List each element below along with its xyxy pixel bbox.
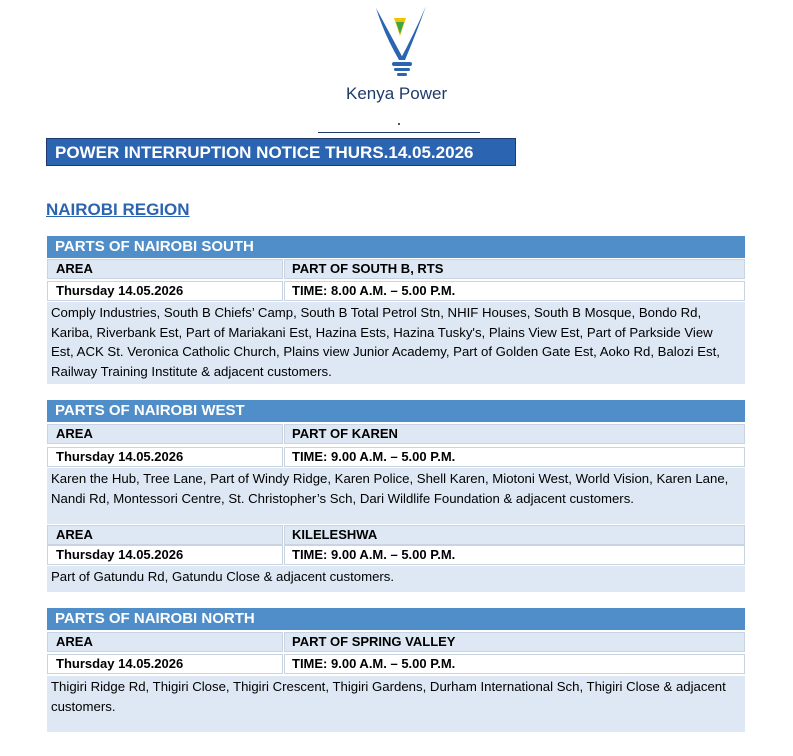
region-heading: NAIROBI REGION bbox=[46, 200, 190, 219]
area-label: AREA bbox=[47, 632, 283, 652]
section-header-nairobi-south: PARTS OF NAIROBI SOUTH bbox=[47, 236, 745, 258]
section-header-nairobi-north: PARTS OF NAIROBI NORTH bbox=[47, 608, 745, 630]
area-row bbox=[47, 259, 745, 279]
schedule-row bbox=[47, 447, 745, 467]
schedule-row bbox=[47, 654, 745, 674]
area-label: AREA bbox=[47, 424, 283, 444]
affected-areas-text: Karen the Hub, Tree Lane, Part of Windy Ridge, Karen Police, Shell Karen, Miotoni West, World Vision, Karen Lane, Nandi Rd, Montessori Centre, St. Christopher’s Sch, Dari Wildlife Foundation & adjacent customers. bbox=[47, 468, 745, 524]
schedule-row bbox=[47, 281, 745, 301]
area-name: KILELESHWA bbox=[284, 525, 745, 545]
affected-areas-text: Part of Gatundu Rd, Gatundu Close & adjacent customers. bbox=[47, 566, 745, 592]
time-cell: TIME: 9.00 A.M. – 5.00 P.M. bbox=[284, 545, 745, 565]
date-cell: Thursday 14.05.2026 bbox=[47, 654, 283, 674]
date-cell: Thursday 14.05.2026 bbox=[47, 281, 283, 301]
kenya-power-logo bbox=[340, 4, 465, 104]
date-cell: Thursday 14.05.2026 bbox=[47, 447, 283, 467]
affected-areas-text: Thigiri Ridge Rd, Thigiri Close, Thigiri Crescent, Thigiri Gardens, Durham International Sch, Thigiri Close & adjacent customers. bbox=[47, 676, 745, 732]
area-name: PART OF KAREN bbox=[284, 424, 745, 444]
area-name: PART OF SOUTH B, RTS bbox=[284, 259, 745, 279]
time-cell: TIME: 8.00 A.M. – 5.00 P.M. bbox=[284, 281, 745, 301]
section-header-nairobi-west: PARTS OF NAIROBI WEST bbox=[47, 400, 745, 422]
title-divider bbox=[318, 132, 480, 133]
schedule-row bbox=[47, 545, 745, 565]
area-label: AREA bbox=[47, 259, 283, 279]
area-row bbox=[47, 525, 745, 545]
notice-title: POWER INTERRUPTION NOTICE THURS.14.05.2026 bbox=[46, 138, 516, 166]
time-cell: TIME: 9.00 A.M. – 5.00 P.M. bbox=[284, 654, 745, 674]
affected-areas-text: Comply Industries, South B Chiefs’ Camp, South B Total Petrol Stn, NHIF Houses, South B Mosque, Bondo Rd, Kariba, Riverbank Est, Part of Mariakani Est, Hazina Ests, Hazina Tusky's, Plains View Est, Part of Parkside View Est, ACK St. Veronica Catholic Church, Plains view Junior Academy, Part of Golden Gate Est, Aoko Rd, Balozi Est, Railway Training Institute & adjacent customers. bbox=[47, 302, 745, 384]
area-row bbox=[47, 632, 745, 652]
time-cell: TIME: 9.00 A.M. – 5.00 P.M. bbox=[284, 447, 745, 467]
kenya-power-emblem-icon bbox=[370, 4, 434, 84]
area-label: AREA bbox=[47, 525, 283, 545]
area-row bbox=[47, 424, 745, 444]
date-cell: Thursday 14.05.2026 bbox=[47, 545, 283, 565]
brand-name: Kenya Power bbox=[346, 84, 448, 103]
area-name: PART OF SPRING VALLEY bbox=[284, 632, 745, 652]
divider-dot bbox=[398, 123, 400, 125]
